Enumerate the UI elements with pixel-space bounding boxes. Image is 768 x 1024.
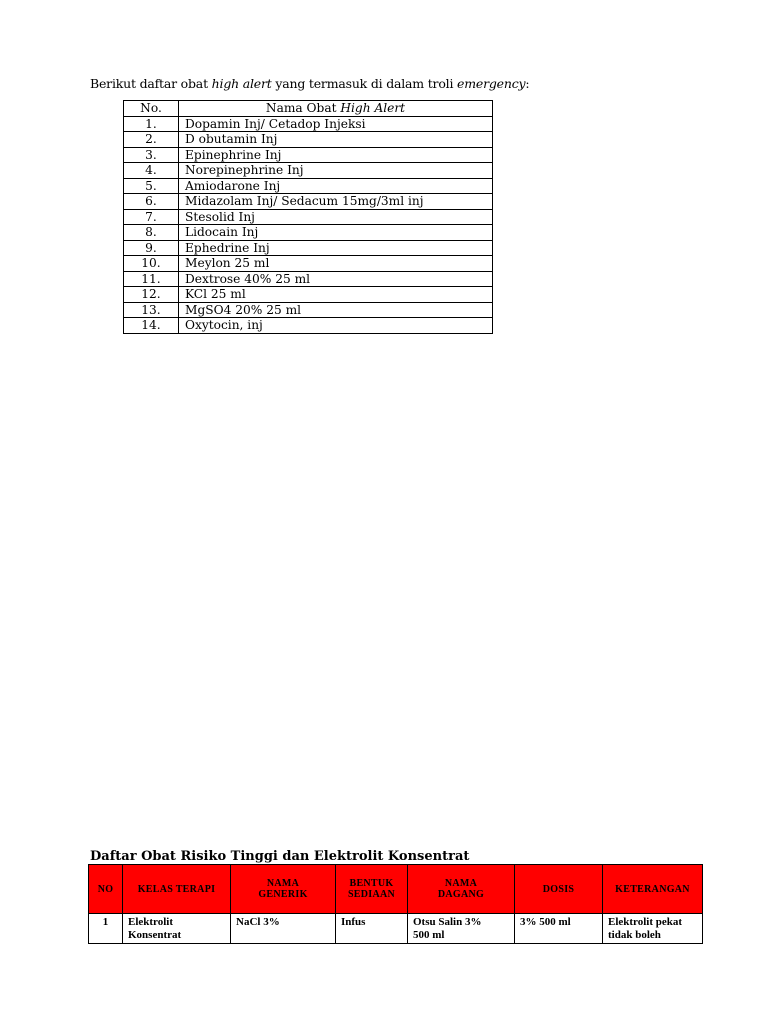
drug-name: Meylon 25 ml <box>179 256 493 272</box>
header-line: DAGANG <box>437 889 485 900</box>
table-header-row <box>124 101 493 117</box>
cell-no: 1 <box>89 914 123 944</box>
cell-line: Konsentrat <box>128 928 182 941</box>
table-row <box>124 302 493 318</box>
intro-text <box>90 76 529 91</box>
table-row <box>124 287 493 303</box>
header-line: NAMA <box>266 878 300 889</box>
header-nama-dagang <box>408 865 515 914</box>
row-number: 7. <box>124 209 179 225</box>
header-nama-obat <box>179 101 493 117</box>
drug-name: Dextrose 40% 25 ml <box>179 271 493 287</box>
header-plain: Nama Obat <box>265 101 341 115</box>
cell-line: Elektrolit <box>128 916 174 928</box>
drug-name: D obutamin Inj <box>179 132 493 148</box>
cell-dosis: 3% 500 ml <box>515 914 603 944</box>
drug-name: Epinephrine Inj <box>179 147 493 163</box>
row-number: 3. <box>124 147 179 163</box>
table-row <box>124 240 493 256</box>
risk-drug-table <box>88 864 703 944</box>
row-number: 5. <box>124 178 179 194</box>
table-row <box>124 209 493 225</box>
table-row <box>124 318 493 334</box>
intro-part: Berikut daftar obat <box>90 76 212 91</box>
table-row <box>124 147 493 163</box>
row-number: 6. <box>124 194 179 210</box>
row-number: 1. <box>124 116 179 132</box>
drug-name: KCl 25 ml <box>179 287 493 303</box>
risk-header-row <box>89 865 703 914</box>
header-line: NAMA <box>444 878 478 889</box>
cell-keterangan <box>603 914 703 944</box>
drug-name: Lidocain Inj <box>179 225 493 241</box>
intro-part: : <box>525 76 530 91</box>
cell-bentuk-sediaan: Infus <box>336 914 408 944</box>
table-row <box>124 225 493 241</box>
drug-name: MgSO4 20% 25 ml <box>179 302 493 318</box>
row-number: 14. <box>124 318 179 334</box>
drug-name: Dopamin Inj/ Cetadop Injeksi <box>179 116 493 132</box>
drug-name: Oxytocin, inj <box>179 318 493 334</box>
drug-name: Stesolid Inj <box>179 209 493 225</box>
header-dosis: DOSIS <box>515 865 603 914</box>
intro-italic-high-alert: high alert <box>211 76 272 91</box>
high-alert-table-body <box>124 116 493 333</box>
cell-nama-dagang <box>408 914 515 944</box>
cell-line: 500 ml <box>413 928 445 941</box>
table-row <box>124 132 493 148</box>
drug-name: Midazolam Inj/ Sedacum 15mg/3ml inj <box>179 194 493 210</box>
table-row <box>124 178 493 194</box>
header-nama-generik <box>231 865 336 914</box>
row-number: 8. <box>124 225 179 241</box>
header-kelas-terapi: KELAS TERAPI <box>123 865 231 914</box>
header-no: No. <box>124 101 179 117</box>
cell-kelas-terapi <box>123 914 231 944</box>
row-number: 9. <box>124 240 179 256</box>
header-bentuk-sediaan <box>336 865 408 914</box>
table-row <box>89 914 703 944</box>
table-row <box>124 271 493 287</box>
drug-name: Ephedrine Inj <box>179 240 493 256</box>
drug-name: Amiodarone Inj <box>179 178 493 194</box>
row-number: 10. <box>124 256 179 272</box>
row-number: 4. <box>124 163 179 179</box>
section-title: Daftar Obat Risiko Tinggi dan Elektrolit Konsentrat <box>90 849 470 864</box>
header-italic: High Alert <box>340 101 406 115</box>
header-no: NO <box>89 865 123 914</box>
header-keterangan: KETERANGAN <box>603 865 703 914</box>
cell-line: Otsu Salin 3% <box>413 916 482 928</box>
row-number: 13. <box>124 302 179 318</box>
cell-line: tidak boleh <box>608 928 661 941</box>
table-row <box>124 194 493 210</box>
table-row <box>124 256 493 272</box>
cell-line: Elektrolit pekat <box>608 916 683 928</box>
row-number: 11. <box>124 271 179 287</box>
header-line: SEDIAAN <box>347 889 396 900</box>
table-row <box>124 163 493 179</box>
intro-part: yang termasuk di dalam troli <box>271 76 458 91</box>
header-line: GENERIK <box>258 889 308 900</box>
drug-name: Norepinephrine Inj <box>179 163 493 179</box>
table-row <box>124 116 493 132</box>
intro-italic-emergency: emergency <box>457 76 526 91</box>
cell-nama-generik: NaCl 3% <box>231 914 336 944</box>
row-number: 12. <box>124 287 179 303</box>
high-alert-table <box>123 100 493 334</box>
header-line: BENTUK <box>349 878 394 889</box>
row-number: 2. <box>124 132 179 148</box>
